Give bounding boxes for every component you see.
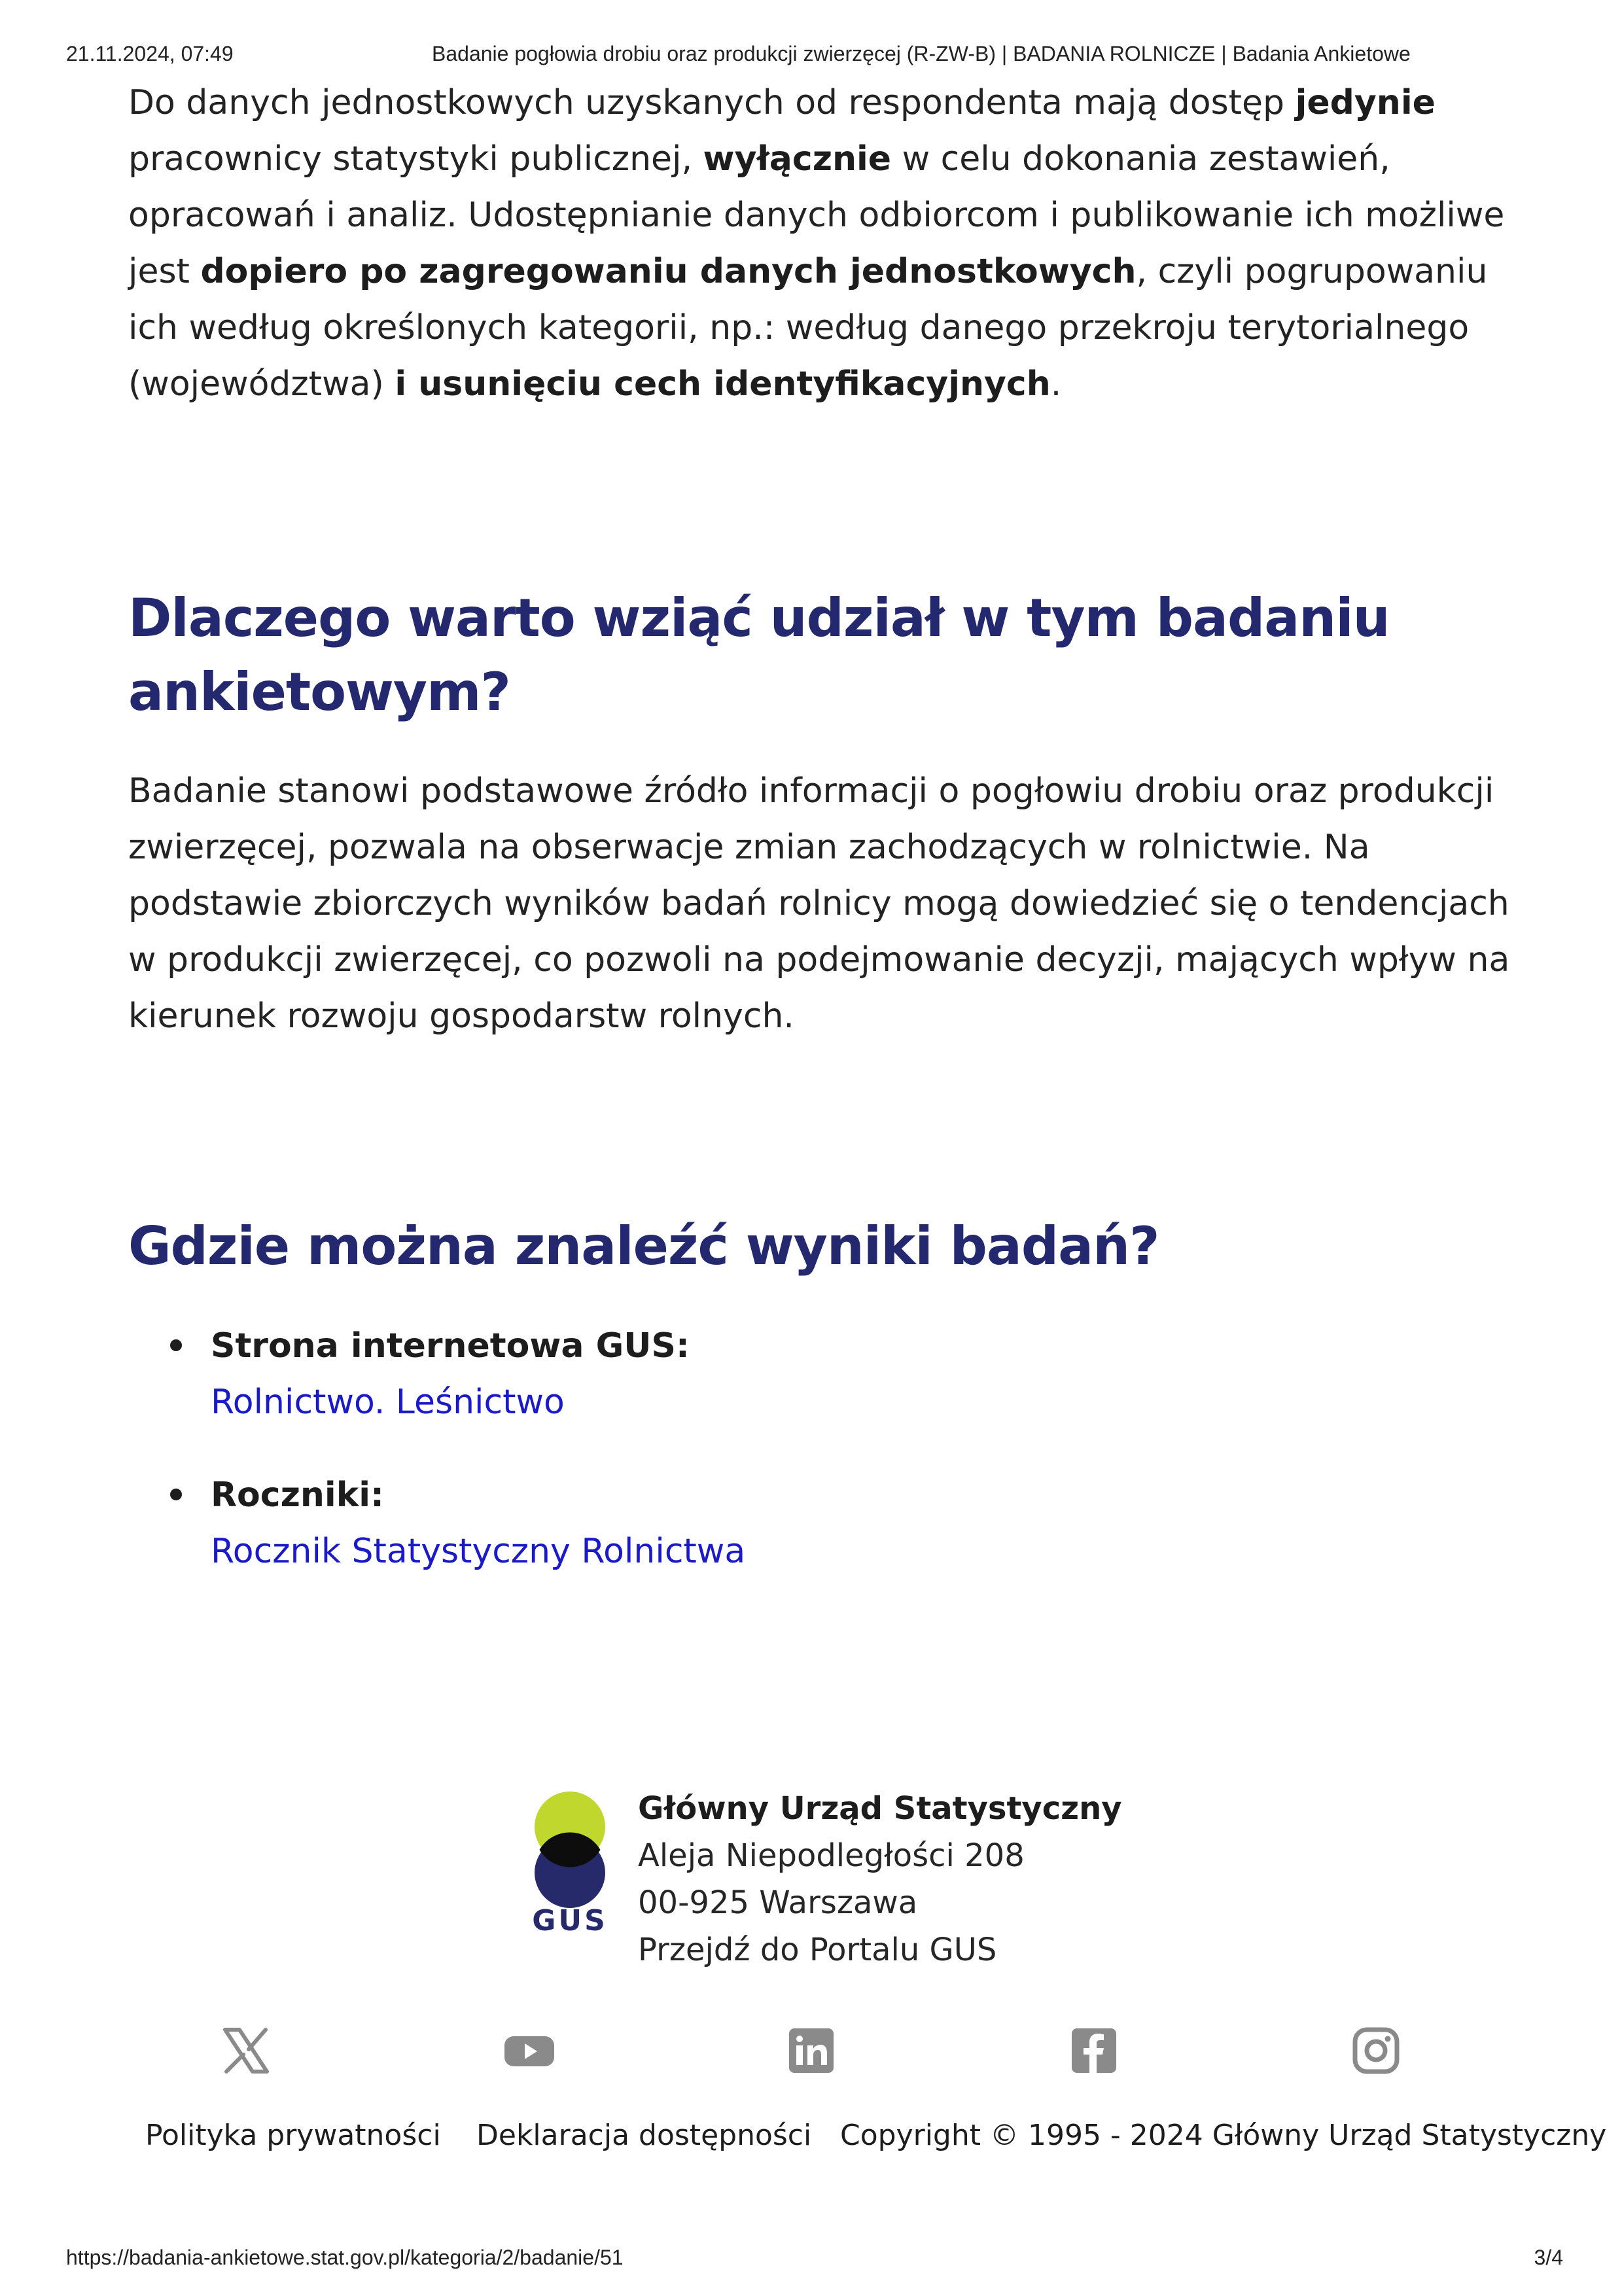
list-item-label: Strona internetowa GUS: (211, 1326, 690, 1366)
bullet (170, 1339, 182, 1351)
gus-logo[interactable] (531, 1792, 608, 1935)
print-url: https://badania-ankietowe.stat.gov.pl/kategoria/2/badanie/51 (66, 2246, 624, 2269)
list-item (128, 1467, 745, 1580)
list-item-label: Roczniki: (211, 1475, 384, 1515)
org-name: Główny Urząd Statystyczny (638, 1790, 1122, 1827)
emphasis-jedynie: jedynie (1295, 83, 1436, 122)
results-list (128, 1318, 745, 1616)
list-item (128, 1318, 745, 1430)
emphasis-aggregation: dopiero po zagregowaniu danych jednostkowych (200, 252, 1137, 291)
street: Aleja Niepodległości 208 (638, 1837, 1025, 1874)
logo-text: GUS (532, 1904, 608, 1935)
results-heading: Gdzie można znaleźć wyniki badań? (128, 1216, 1159, 1277)
bullet (170, 1489, 182, 1500)
why-participate-body: Badanie stanowi podstawowe źródło informacji o pogłowiu drobiu oraz produkcji zwierzęcej, pozwala na obserwacje zmian zachodzących w rolnictwie. Na podstawie zbiorczych wyników badań rolnicy mogą dowiedzieć się o tendencjach w produkcji zwierzęcej, co pozwoli na podejmowanie decyzji, mających wpływ na kierunek rozwoju gospodarstw rolnych. (128, 771, 1510, 1036)
emphasis-wylacznie: wyłącznie (703, 139, 892, 179)
print-datetime: 21.11.2024, 07:49 (66, 42, 234, 65)
link-rolnictwo-lesnictwo[interactable]: Rolnictwo. Leśnictwo (211, 1383, 565, 1422)
privacy-policy-link[interactable]: Polityka prywatności (145, 2119, 441, 2152)
print-page-number: 3/4 (1534, 2246, 1563, 2269)
city: 00-925 Warszawa (638, 1884, 918, 1921)
youtube-icon[interactable] (503, 2024, 555, 2077)
footer-address (638, 1785, 1122, 1973)
copyright-text: Copyright © 1995 - 2024 Główny Urząd Statystyczny (840, 2119, 1607, 2152)
linkedin-icon[interactable] (785, 2024, 837, 2077)
instagram-icon[interactable] (1350, 2024, 1402, 2077)
why-participate-heading: Dlaczego warto wziąć udział w tym badaniu ankietowym? (128, 588, 1390, 722)
x-icon[interactable] (220, 2024, 272, 2077)
accessibility-declaration-link[interactable]: Deklaracja dostępności (476, 2119, 812, 2152)
privacy-paragraph: Do danych jednostkowych uzyskanych od respondenta mają dostęp jedynie pracownicy statystyki publicznej, wyłącznie w celu dokonania zestawień, opracowań i analiz. Udostępnianie danych odbiorcom i publikowanie ich możliwe jest dopiero po zagregowaniu danych jednostkowych, czyli pogrupowaniu ich według określonych kategorii, np.: według danego przekroju terytorialnego (województwa) i usunięciu cech identyfikacyjnych. (128, 83, 1505, 404)
emphasis-identifiers: i usunięciu cech identyfikacyjnych (395, 364, 1051, 404)
print-page-title: Badanie pogłowia drobiu oraz produkcji zwierzęcej (R-ZW-B) | BADANIA ROLNICZE | Badania Ankietowe (432, 42, 1411, 65)
facebook-icon[interactable] (1068, 2024, 1120, 2077)
link-rocznik-rolnictwa[interactable]: Rocznik Statystyczny Rolnictwa (211, 1532, 746, 1571)
portal-link[interactable]: Przejdź do Portalu GUS (638, 1932, 997, 1968)
